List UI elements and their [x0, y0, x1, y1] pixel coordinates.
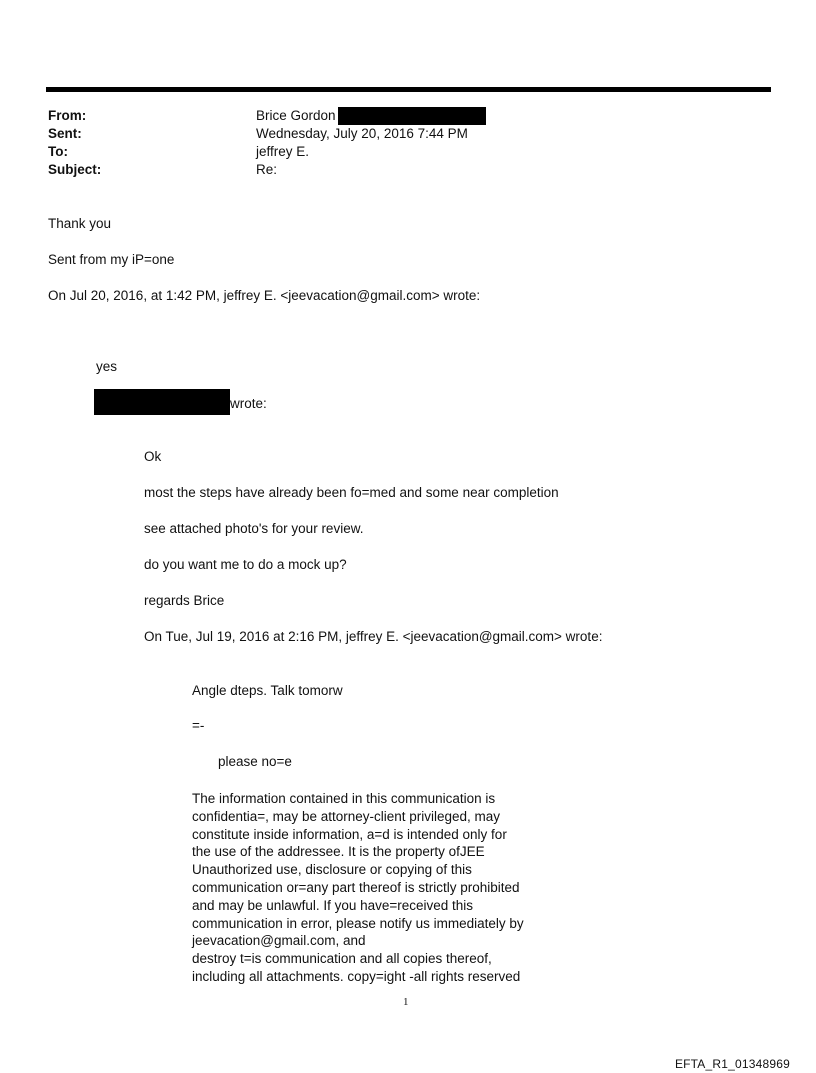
disclaimer-line: The information contained in this communication is	[192, 791, 496, 806]
sent-label: Sent:	[48, 126, 82, 141]
body-yes: yes	[96, 359, 118, 374]
disclaimer-line: communication in error, please notify us immediately by	[192, 915, 524, 931]
disclaimer-line: communication or=any part thereof is strictly prohibited	[192, 879, 520, 895]
to-value: jeffrey E.	[256, 144, 310, 159]
subject-label: Subject:	[48, 162, 102, 177]
quote-intro-2: On Tue, Jul 19, 2016 at 2:16 PM, jeffrey E. <jeevacation@gmail.com> wrote:	[144, 629, 603, 644]
page-number: 1	[403, 996, 409, 1008]
body-equals-dash: =-	[192, 718, 205, 733]
body-mock-up: do you want me to do a mock up?	[144, 557, 347, 572]
body-see-attached: see attached photo's for your review.	[144, 521, 364, 536]
quote-intro-1: On Jul 20, 2016, at 1:42 PM, jeffrey E. <jeevacation@gmail.com> wrote:	[48, 288, 481, 303]
bates-number: EFTA_R1_01348969	[674, 1057, 790, 1071]
body-steps: most the steps have already been fo=med and some near completion	[144, 485, 559, 500]
disclaimer-line: destroy t=is communication and all copies thereof,	[192, 951, 492, 967]
disclaimer-line: jeevacation@gmail.com, and	[192, 933, 366, 949]
wrote-after-redaction: wrote:	[230, 396, 267, 411]
header-divider-rule	[46, 87, 771, 92]
disclaimer-line: and may be unlawful. If you have=received this	[192, 897, 474, 913]
confidentiality-disclaimer	[192, 790, 552, 986]
disclaimer-line: confidentia=, may be attorney-client privileged, may	[192, 808, 501, 824]
redaction-box-email	[338, 107, 486, 125]
body-ok: Ok	[144, 449, 162, 464]
body-angle: Angle dteps. Talk tomorw	[192, 683, 343, 698]
disclaimer-line: Unauthorized use, disclosure or copying of this	[192, 862, 472, 878]
body-please-note: please no=e	[218, 754, 292, 769]
to-label: To:	[48, 144, 68, 159]
body-sent-from: Sent from my iP=one	[48, 252, 175, 267]
from-value: Brice Gordon	[256, 108, 336, 123]
subject-value: Re:	[256, 162, 278, 177]
body-thank-you: Thank you	[48, 216, 112, 231]
body-regards: regards Brice	[144, 593, 225, 608]
disclaimer-line: including all attachments. copy=ight -all rights reserved	[192, 968, 521, 984]
disclaimer-line: the use of the addressee. It is the property ofJEE	[192, 844, 485, 860]
from-label: From:	[48, 108, 87, 123]
redaction-box-sender	[94, 389, 230, 415]
sent-value: Wednesday, July 20, 2016 7:44 PM	[256, 126, 468, 141]
disclaimer-line: constitute inside information, a=d is intended only for	[192, 826, 507, 842]
